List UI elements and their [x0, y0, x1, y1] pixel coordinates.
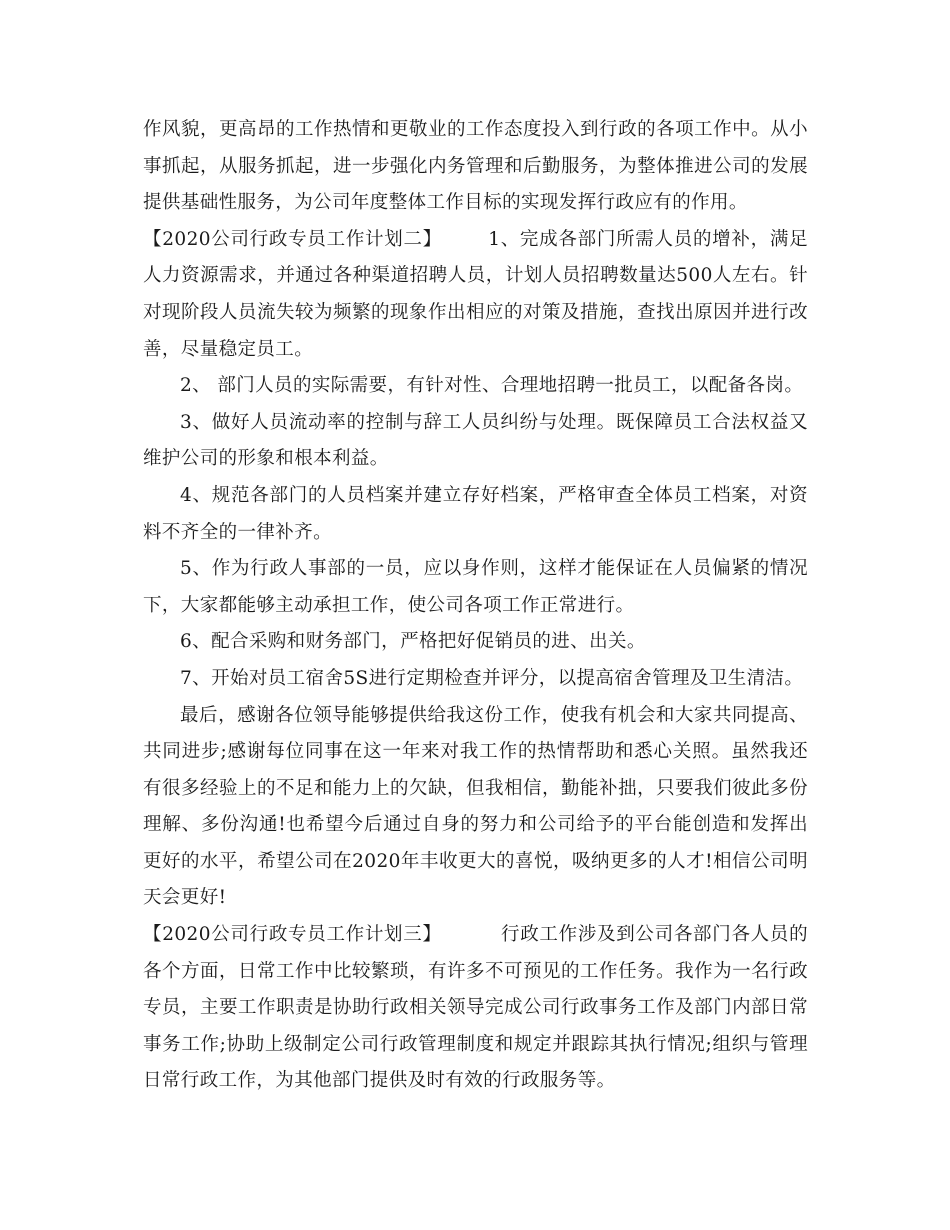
- paragraph-intro-continuation: [143, 112, 808, 222]
- paragraph-closing: [143, 698, 808, 918]
- paragraph-text: 作风貌，更高昂的工作热情和更敬业的工作态度投入到行政的各项工作中。从小事抓起，从服务抓起，进一步强化内务管理和后勤服务，为整体推进公司的发展提供基础性服务，为公司年度整体工作目标的实现发挥行政应有的作用。: [143, 119, 808, 214]
- paragraph-text: 1、完成各部门所需人员的增补，满足人力资源需求，并通过各种渠道招聘人员，计划人员招聘数量达500人左右。针对现阶段人员流失较为频繁的现象作出相应的对策及措施，查找出原因并进行改善，尽量稳定员工。: [143, 228, 808, 360]
- paragraph-text: 行政工作涉及到公司各部门各人员的各个方面，日常工作中比较繁琐，有许多不可预见的工作任务。我作为一名行政专员，主要工作职责是协助行政相关领导完成公司行政事务工作及部门内部日常事务工作;协助上级制定公司行政管理制度和规定并跟踪其执行情况;组织与管理日常行政工作，为其他部门提供及时有效的行政服务等。: [143, 924, 808, 1092]
- document-body: [143, 112, 808, 1100]
- paragraph-item-6: [143, 624, 808, 661]
- paragraph-item-3: [143, 405, 808, 478]
- paragraph-plan-three: [143, 917, 808, 1100]
- paragraph-text: 6、配合采购和财务部门，严格把好促销员的进、出关。: [180, 631, 646, 653]
- paragraph-text: 2、 部门人员的实际需要，有针对性、合理地招聘一批员工，以配备各岗。: [180, 375, 804, 397]
- section-heading-plan-three: 【2020公司行政专员工作计划三】: [143, 924, 442, 946]
- paragraph-text: 3、做好人员流动率的控制与辞工人员纠纷与处理。既保障员工合法权益又维护公司的形象和根本利益。: [143, 411, 808, 470]
- paragraph-plan-two: [143, 222, 808, 368]
- paragraph-text: 7、开始对员工宿舍5S进行定期检查并评分，以提高宿舍管理及卫生清洁。: [180, 667, 804, 689]
- section-heading-plan-two: 【2020公司行政专员工作计划二】: [143, 228, 442, 250]
- paragraph-item-5: [143, 551, 808, 624]
- paragraph-item-4: [143, 478, 808, 551]
- paragraph-text: 5、作为行政人事部的一员，应以身作则，这样才能保证在人员偏紧的情况下，大家都能够主动承担工作，使公司各项工作正常进行。: [143, 558, 808, 616]
- paragraph-text: 4、规范各部门的人员档案并建立存好档案，严格审查全体员工档案，对资料不齐全的一律补齐。: [143, 484, 808, 543]
- paragraph-item-7: [143, 661, 808, 698]
- paragraph-item-2: [143, 368, 808, 405]
- paragraph-text: 最后，感谢各位领导能够提供给我这份工作，使我有机会和大家共同提高、共同进步;感谢每位同事在这一年来对我工作的热情帮助和悉心关照。虽然我还有很多经验上的不足和能力上的欠缺，但我相信，勤能补拙，只要我们彼此多份理解、多份沟通!也希望今后通过自身的努力和公司给予的平台能创造和发挥出更好的水平，希望公司在2020年丰收更大的喜悦，吸纳更多的人才!相信公司明天会更好!: [143, 704, 808, 909]
